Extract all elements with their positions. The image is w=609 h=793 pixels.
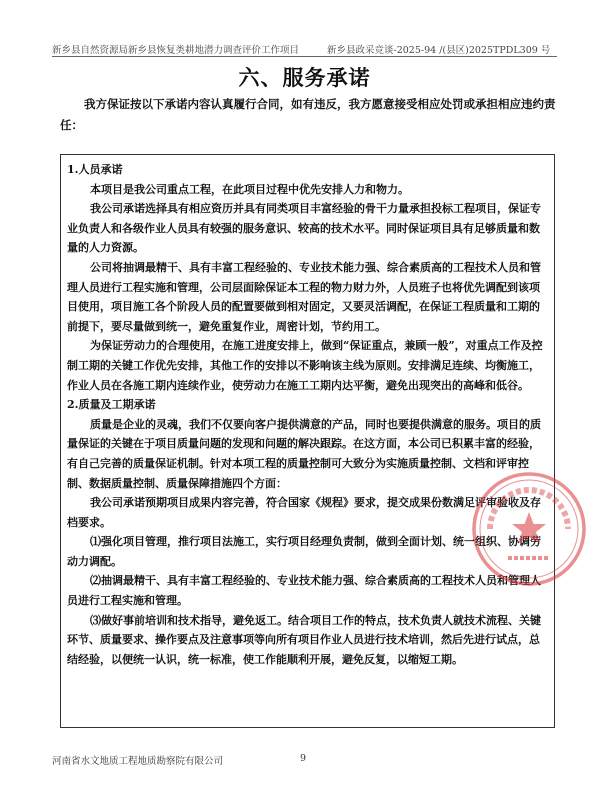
paragraph: 本项目是我公司重点工程，在此项目过程中优先安排人力和物力。 xyxy=(90,182,409,196)
paragraph: ⑵抽调最精干、具有丰富工程经验的、专业技术能力强、综合素质高的工程技术人员和管理人员进行工程实施和管理。 xyxy=(67,574,541,608)
paragraph: 我公司承诺预期项目成果内容完善，符合国家《规程》要求，提交成果份数满足评审验收及存档要求。 xyxy=(67,496,541,529)
paragraph: 质量是企业的灵魂，我们不仅要向客户提供满意的产品，同时也要提供满意的服务。项目的质量保证的关键在于项目质量问题的发现和问题的解决跟踪。在这方面，本公司已积累丰富的经验，有自己完善的质量保证机制。针对本项工程的质量控制可大致分为实施质量控制、文档和评审控制、数据质量控制、质量保障措施四个方面： xyxy=(67,417,541,490)
page-title: 六、服务承诺 xyxy=(238,65,371,90)
running-header-bid-number: 新乡县政采竞谈-2025-94 /(县区)2025TPDL309 号 xyxy=(327,45,551,56)
running-header-project: 新乡县自然资源局新乡县恢复类耕地潜力调查评价工作项目 xyxy=(52,45,300,56)
commitment-box xyxy=(60,154,555,728)
paragraph: 为保证劳动力的合理使用，在施工进度安排上，做到“保证重点，兼顾一般”，对重点工作及控制工期的关键工作优先安排，其他工作的安排以不影响该主线为原则。安排满足连续、均衡施工，作业人员在各施工期内连续作业，使劳动力在施工工期内达平衡，避免出现突出的高峰和低谷。 xyxy=(67,339,543,392)
paragraph: 我公司承诺选择具有相应资历并具有同类项目丰富经验的骨干力量承担投标工程项目，保证专业负责人和各级作业人员具有较强的服务意识、较高的技术水平。同时保证项目具有足够质量和数量的人力资源。 xyxy=(67,202,541,255)
paragraph: 公司将抽调最精干、具有丰富工程经验的、专业技术能力强、综合素质高的工程技术人员和管理人员进行工程实施和管理，公司层面除保证本工程的物力财力外，人员班子也将优先调配到该项目使用，项目施工各个阶段人员的配置要做到相对固定，又要灵活调配，在保证工程质量和工期的前提下，要尽量做到统一，避免重复作业，周密计划，节约用工。 xyxy=(67,260,541,333)
paragraph: ⑶做好事前培训和技术指导，避免返工。结合项目工作的特点，技术负责人就技术流程、关键环节、质量要求、操作要点及注意事项等向所有项目作业人员进行技术培训，然后先进行试点，总结经验，以便统一认识，统一标准，使工作能顺利开展，避免反复，以缩短工期。 xyxy=(67,613,541,666)
company-seal-stamp xyxy=(470,470,588,588)
section-heading-quality: 2.质量及工期承诺 xyxy=(67,398,156,412)
header-divider xyxy=(52,56,557,57)
footer-company: 河南省水文地质工程地质勘察院有限公司 xyxy=(52,756,224,767)
section-heading-personnel: 1.人员承诺 xyxy=(67,163,123,176)
paragraph: ⑴强化项目管理，推行项目法施工，实行项目经理负责制，做到全面计划、统一组织、协调劳动力调配。 xyxy=(67,535,541,568)
page-number: 9 xyxy=(300,753,307,764)
intro-paragraph: 我方保证按以下承诺内容认真履行合同，如有违反，我方愿意接受相应处罚或承担相应违约责任： xyxy=(60,97,556,132)
